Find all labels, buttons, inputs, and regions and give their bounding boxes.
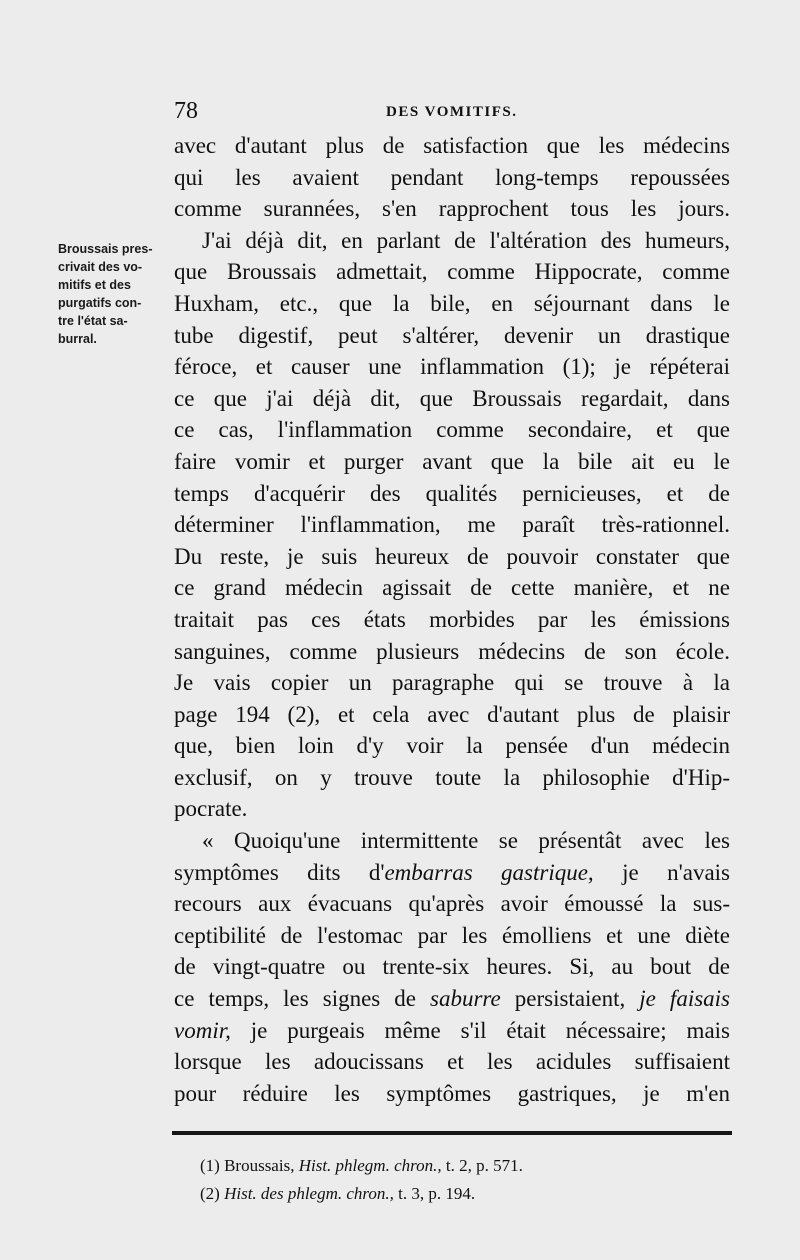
text-line: pour réduire les symptômes gastriques, je m'en [174,1080,730,1106]
text-run: t. 3, p. 194. [393,1184,476,1203]
text-line: comme surannées, s'en rapprochent tous les jours. [174,196,730,222]
text-line [174,857,730,889]
text-line: page 194 (2), et cela avec d'autant plus de plaisir [174,701,730,727]
margin-note-line: burral. [58,332,97,346]
text-run: symptômes dits d' [174,859,385,885]
text-line [174,1015,730,1047]
footnote-2 [200,1180,620,1208]
text-line: Du reste, je suis heureux de pouvoir constater que [174,543,730,569]
body-text [174,130,730,1109]
text-run: persistaient, [500,986,640,1012]
italic-term: je faisais [639,986,730,1012]
footnote-rule [172,1131,732,1135]
page-header [174,98,730,126]
margin-note [58,240,166,348]
text-run: je n'avais [593,859,730,885]
text-line: faire vomir et purger avant que la bile ait eu le [174,448,730,474]
margin-note-line: crivait des vo- [58,260,143,274]
text-line: sanguines, comme plusieurs médecins de son école. [174,638,730,664]
text-line: Je vais copier un paragraphe qui se trouve à la [174,670,730,696]
italic-term: embarras gastrique, [384,859,594,885]
text-line: avec d'autant plus de satisfaction que les médecins [174,133,730,158]
italic-term: vomir, [174,1017,231,1043]
italic-term: saburre [430,986,501,1012]
margin-note-line: tre l'état sa- [58,314,128,328]
text-line [174,983,730,1015]
text-line: exclusif, on y trouve toute la philosophie d'Hip- [174,764,730,790]
text-line: féroce, et causer une inflammation (1); je répéterai [174,354,730,380]
text-line: Huxham, etc., que la bile, en séjournant dans le [174,290,730,316]
text-run: je purgeais même s'il était nécessaire; mais [230,1017,730,1043]
text-line: lorsque les adoucissans et les acidules suffisaient [174,1049,730,1075]
margin-note-line: purgatifs con- [58,296,142,310]
text-line: recours aux évacuans qu'après avoir émoussé la sus- [174,891,730,917]
text-line: ceptibilité de l'estomac par les émolliens et une diète [174,922,730,948]
running-head: DES VOMITIFS. [386,104,518,120]
footnotes [200,1152,620,1208]
text-line: déterminer l'inflammation, me paraît très-rationnel. [174,512,730,538]
text-line: ce que j'ai déjà dit, que Broussais regardait, dans [174,385,730,411]
text-line: de vingt-quatre ou trente-six heures. Si, au bout de [174,954,730,980]
text-run: t. 2, p. 571. [441,1156,523,1175]
text-line: ce grand médecin agissait de cette manière, et ne [174,575,730,601]
text-line: qui les avaient pendant long-temps repoussées [174,164,730,190]
text-line: J'ai déjà dit, en parlant de l'altération des humeurs, [202,227,730,253]
text-run: (1) Broussais, [200,1156,299,1175]
text-line: que Broussais admettait, comme Hippocrate, comme [174,259,730,285]
margin-note-line: mitifs et des [58,278,131,292]
margin-note-line: Broussais pres- [58,242,153,256]
italic-title: Hist. des phlegm. chron., [224,1184,394,1203]
text-line: traitait pas ces états morbides par les émissions [174,606,730,632]
text-run: ce temps, les signes de [174,986,431,1012]
text-line: tube digestif, peut s'altérer, devenir un drastique [174,322,730,348]
footnote-1 [200,1152,620,1180]
italic-title: Hist. phlegm. chron., [298,1156,442,1175]
text-line: que, bien loin d'y voir la pensée d'un médecin [174,733,730,759]
text-line: ce cas, l'inflammation comme secondaire, et que [174,417,730,443]
text-line: temps d'acquérir des qualités pernicieuses, et de [174,480,730,506]
text-run: (2) [200,1184,225,1203]
text-line: « Quoiqu'une intermittente se présentât avec les [202,828,730,854]
page-number: 78 [174,98,198,124]
text-line: pocrate. [174,796,248,822]
